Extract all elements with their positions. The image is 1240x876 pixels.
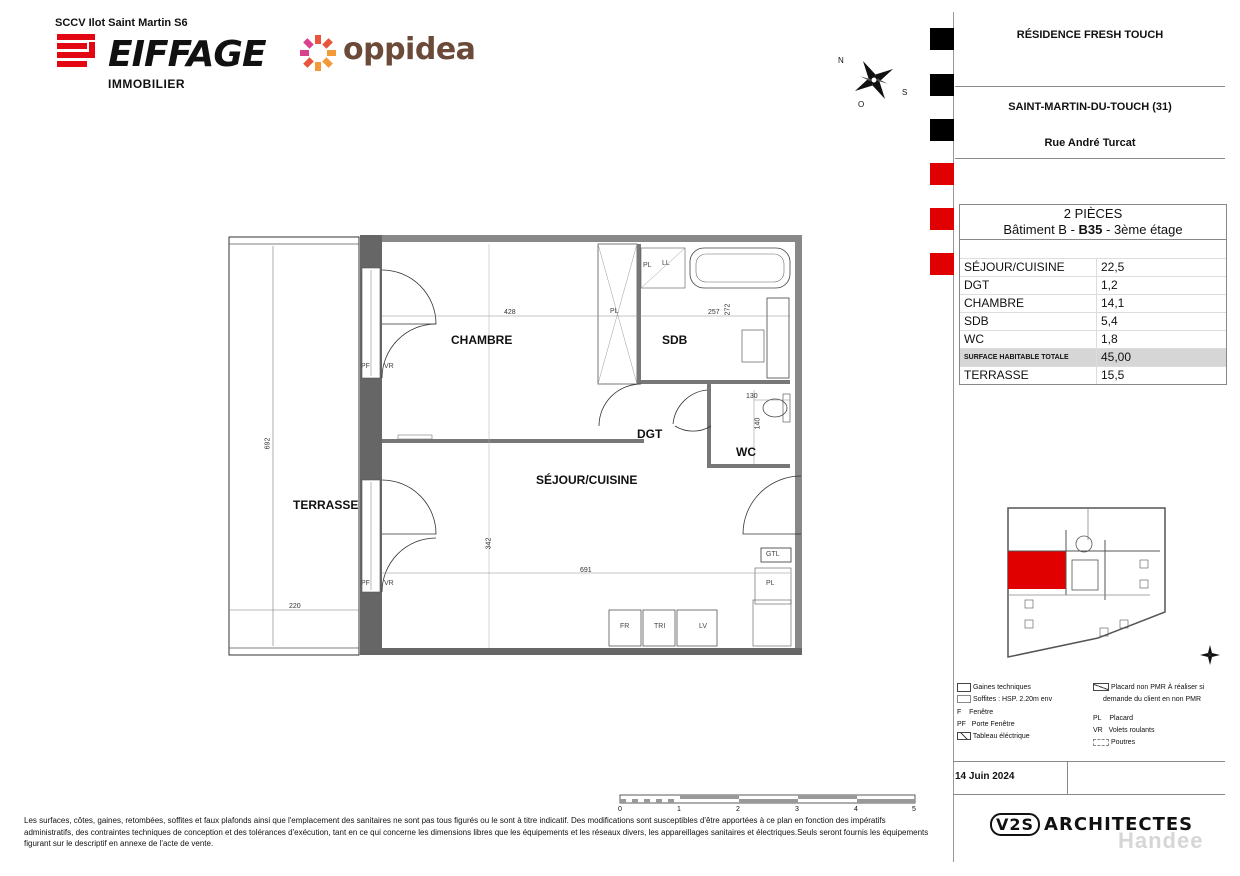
table-row: CHAMBRE 14,1 — [960, 294, 1226, 312]
code-pf-1: PF — [361, 363, 370, 370]
unit-type: 2 PIÈCES — [1063, 206, 1123, 221]
code-pl-3: PL — [766, 580, 775, 587]
key-plan — [1000, 500, 1225, 675]
placard-pmr-icon — [1093, 683, 1109, 691]
project-name: SCCV Ilot Saint Martin S6 — [55, 17, 188, 29]
dimension-428: 428 — [504, 309, 516, 316]
scale-label-0: 0 — [618, 806, 622, 813]
table-row: DGT 1,2 — [960, 276, 1226, 294]
code-vr-1: VR — [384, 363, 394, 370]
oppidea-logo-icon — [298, 33, 338, 73]
legend-poutres: Poutres — [1093, 737, 1204, 749]
date-divider-bottom — [953, 794, 1225, 795]
unit-building: Bâtiment B - B35 - 3ème étage — [1003, 222, 1183, 237]
legend-placard: PL Placard — [1093, 714, 1134, 722]
marker-square-4 — [930, 163, 954, 185]
table-row: SÉJOUR/CUISINE 22,5 — [960, 258, 1226, 276]
code-lv: LV — [699, 623, 708, 630]
header-divider-2 — [955, 158, 1225, 159]
dimension-692: 692 — [264, 437, 272, 450]
eiffage-logo-icon — [55, 32, 97, 70]
legend-fenetre: F Fenêtre — [957, 708, 994, 716]
code-ll: LL — [662, 260, 670, 267]
poutres-icon — [1093, 739, 1109, 746]
room-label-terrasse: TERRASSE — [293, 498, 359, 512]
legend-soffites: Soffites : HSP. 2.20m env — [957, 694, 1052, 706]
marker-square-2 — [930, 74, 954, 96]
compass-rose-icon — [836, 50, 908, 110]
eiffage-wordmark: EIFFAGE — [108, 34, 266, 75]
code-pl-2: PL — [610, 308, 619, 315]
legend-porte-fenetre: PF Porte Fenêtre — [957, 720, 1015, 728]
eiffage-subtitle: IMMOBILIER — [108, 77, 185, 91]
dimension-272: 272 — [724, 303, 732, 316]
surface-table — [959, 204, 1227, 385]
marker-square-6 — [930, 253, 954, 275]
room-label-sejour: SÉJOUR/CUISINE — [536, 473, 638, 487]
dimension-691: 691 — [580, 567, 592, 574]
city-name: SAINT-MARTIN-DU-TOUCH (31) — [1008, 101, 1172, 113]
marker-square-5 — [930, 208, 954, 230]
date-divider-vertical — [1067, 761, 1068, 794]
room-label-wc: WC — [736, 445, 756, 459]
scale-label-1: 1 — [677, 806, 681, 813]
unit-lot: B35 — [1078, 222, 1103, 237]
legend-placard-pmr-2: demande du client en non PMR — [1103, 696, 1202, 704]
legend-tableau: Tableau éléctrique — [957, 731, 1052, 743]
compass-n-label: N — [838, 56, 844, 65]
legend-right — [1093, 682, 1204, 749]
scale-label-2: 2 — [736, 806, 740, 813]
marker-square-3 — [930, 119, 954, 141]
code-pf-2: PF — [361, 580, 370, 587]
architect-logo: V2S ARCHITECTES — [990, 814, 1193, 835]
oppidea-wordmark: oppidea — [343, 32, 476, 67]
total-surface-row: SURFACE HABITABLE TOTALE 45,00 — [960, 348, 1226, 366]
dimension-140: 140 — [754, 417, 762, 430]
scale-label-4: 4 — [854, 806, 858, 813]
legend-volets: VR Volets roulants — [1093, 726, 1155, 734]
room-label-dgt: DGT — [637, 427, 663, 441]
dimension-342: 342 — [485, 537, 493, 550]
table-row: SDB 5,4 — [960, 312, 1226, 330]
code-fr: FR — [620, 623, 630, 630]
unit-header — [960, 205, 1226, 240]
code-gtl: GTL — [766, 551, 780, 558]
marker-square-1 — [930, 28, 954, 50]
soffite-icon — [957, 695, 971, 703]
legend-left — [957, 682, 1052, 743]
code-vr-2: VR — [384, 580, 394, 587]
room-label-sdb: SDB — [662, 333, 688, 347]
legal-disclaimer: Les surfaces, côtes, gaines, retombées, soffites et faux plafonds ainsi que l'emplacement des sanitaires ne sont pas tous figurés ou le sont à titre indicatif. Des modifications sont susceptibles d'être apportées à ce plan en fonction des impératifs administratifs, des contraintes techniques de conception et des tolérances d'exécution, tant en ce qui concerne les dimensions libres que les équipements et les réseaux divers, les appareillages sanitaires et électriques.Seuls seront fournis les équipements figurant sur le descriptif en annexe de l'acte de vente. — [24, 816, 929, 848]
terrasse-row: TERRASSE 15,5 — [960, 366, 1226, 384]
dimension-257: 257 — [708, 309, 720, 316]
code-pl-1: PL — [643, 262, 652, 269]
dimension-220: 220 — [289, 603, 301, 610]
compass-s-label: S — [902, 88, 908, 97]
legend-gaines: Gaines techniques — [957, 682, 1052, 694]
gaines-icon — [957, 683, 971, 692]
code-tri: TRI — [654, 623, 666, 630]
dimension-130: 130 — [746, 393, 758, 400]
room-label-chambre: CHAMBRE — [451, 333, 513, 347]
compass-o-label: O — [858, 100, 865, 109]
header-divider-1 — [955, 86, 1225, 87]
scale-label-5: 5 — [912, 806, 916, 813]
date-divider-top — [953, 761, 1225, 762]
scale-bar — [618, 791, 920, 807]
legend-placard-pmr: Placard non PMR À réaliser si — [1093, 682, 1204, 694]
plan-date: 14 Juin 2024 — [955, 771, 1015, 782]
table-row: WC 1,8 — [960, 330, 1226, 348]
floor-plan — [215, 230, 815, 662]
tableau-icon — [957, 732, 971, 740]
street-name: Rue André Turcat — [1044, 137, 1136, 149]
residence-name: RÉSIDENCE FRESH TOUCH — [1016, 29, 1164, 41]
watermark: Handee — [1118, 828, 1204, 853]
scale-label-3: 3 — [795, 806, 799, 813]
